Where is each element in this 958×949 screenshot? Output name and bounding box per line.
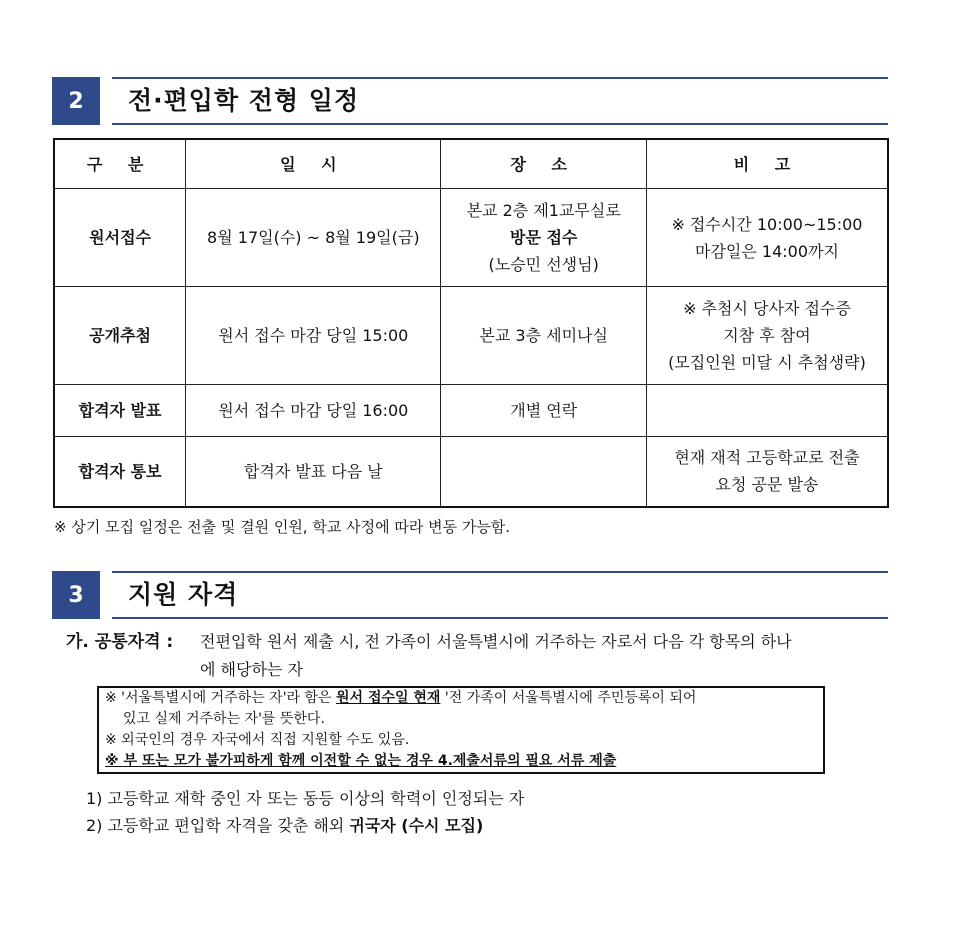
section-3-header (52, 571, 888, 619)
row-label: 합격자 통보 (54, 437, 186, 507)
place-line: 방문 접수 (509, 228, 578, 247)
list-item-text: 2) 고등학교 편입학 자격을 갖춘 해외 (86, 816, 350, 835)
place-cell (441, 437, 646, 507)
notice-emphasis: 원서 접수일 현재 (336, 690, 441, 706)
section-number: 2 (52, 77, 100, 125)
qualification-label: 가. 공통자격 : (66, 632, 174, 652)
note-line: 마감일은 14:00까지 (694, 241, 839, 261)
header-cell: 구 분 (54, 139, 186, 189)
section-title: 전·편입학 전형 일정 (128, 86, 360, 115)
table-row (54, 189, 888, 287)
divider (112, 617, 888, 619)
list-item (86, 812, 524, 839)
date-cell: 원서 접수 마감 당일 15:00 (186, 287, 441, 385)
section-2-header (52, 77, 888, 125)
note-cell (646, 437, 888, 507)
header-cell: 일 시 (186, 139, 441, 189)
place-cell: 본교 3층 세미나실 (441, 287, 646, 385)
note-cell (646, 287, 888, 385)
row-label: 원서접수 (54, 189, 186, 287)
qualification-list (86, 785, 524, 839)
notice-text: '전 가족이 서울특별시에 주민등록이 되어 (440, 690, 697, 706)
header-cell: 장 소 (441, 139, 646, 189)
table-row (54, 385, 888, 437)
place-line: 본교 2층 제1교무실로 (466, 201, 621, 220)
note-cell (646, 189, 888, 287)
date-cell: 8월 17일(수) ~ 8월 19일(금) (186, 189, 441, 287)
date-cell: 합격자 발표 다음 날 (186, 437, 441, 507)
note-cell (646, 385, 888, 437)
list-item-emphasis: 귀국자 (수시 모집) (349, 816, 484, 835)
table-row (54, 437, 888, 507)
notice-text: ※ '서울특별시에 거주하는 자'라 함은 (105, 690, 337, 706)
divider (112, 123, 888, 125)
section-number: 3 (52, 571, 100, 619)
divider (112, 571, 888, 573)
note-line: 현재 재적 고등학교로 전출 (674, 448, 860, 468)
table-row (54, 287, 888, 385)
note-line: ※ 추첨시 당사자 접수증 (683, 299, 851, 318)
table-header-row (54, 139, 888, 189)
place-cell (441, 189, 646, 287)
note-line: 요청 공문 발송 (715, 475, 819, 495)
qualification-text: 에 해당하는 자 (200, 660, 303, 679)
place-cell: 개별 연락 (441, 385, 646, 437)
notice-line: 있고 실제 거주하는 자'를 뜻한다. (123, 711, 325, 727)
note-line: 지참 후 참여 (723, 326, 811, 345)
qualification-text: 전편입학 원서 제출 시, 전 가족이 서울특별시에 거주하는 자로서 다음 각 항목의 하나 (200, 632, 792, 651)
notice-box (97, 686, 825, 774)
divider (112, 77, 888, 79)
note-line: (모집인원 미달 시 추첨생략) (668, 353, 866, 372)
notice-line (105, 688, 817, 709)
list-item: 1) 고등학교 재학 중인 자 또는 동등 이상의 학력이 인정되는 자 (86, 789, 525, 808)
notice-line: ※ 외국인의 경우 자국에서 직접 지원할 수도 있음. (105, 732, 410, 748)
notice-line: ※ 부 또는 모가 불가피하게 함께 이전할 수 없는 경우 4.제출서류의 필요 서류 제출 (105, 753, 617, 769)
note-line: ※ 접수시간 10:00~15:00 (671, 214, 863, 234)
header-cell: 비 고 (646, 139, 888, 189)
schedule-table (53, 138, 889, 508)
schedule-note: ※ 상기 모집 일정은 전출 및 결원 인원, 학교 사정에 따라 변동 가능함. (54, 518, 511, 536)
place-line: (노승민 선생님) (488, 255, 599, 274)
date-cell: 원서 접수 마감 당일 16:00 (186, 385, 441, 437)
row-label: 공개추첨 (54, 287, 186, 385)
section-title: 지원 자격 (128, 580, 239, 609)
row-label: 합격자 발표 (54, 385, 186, 437)
